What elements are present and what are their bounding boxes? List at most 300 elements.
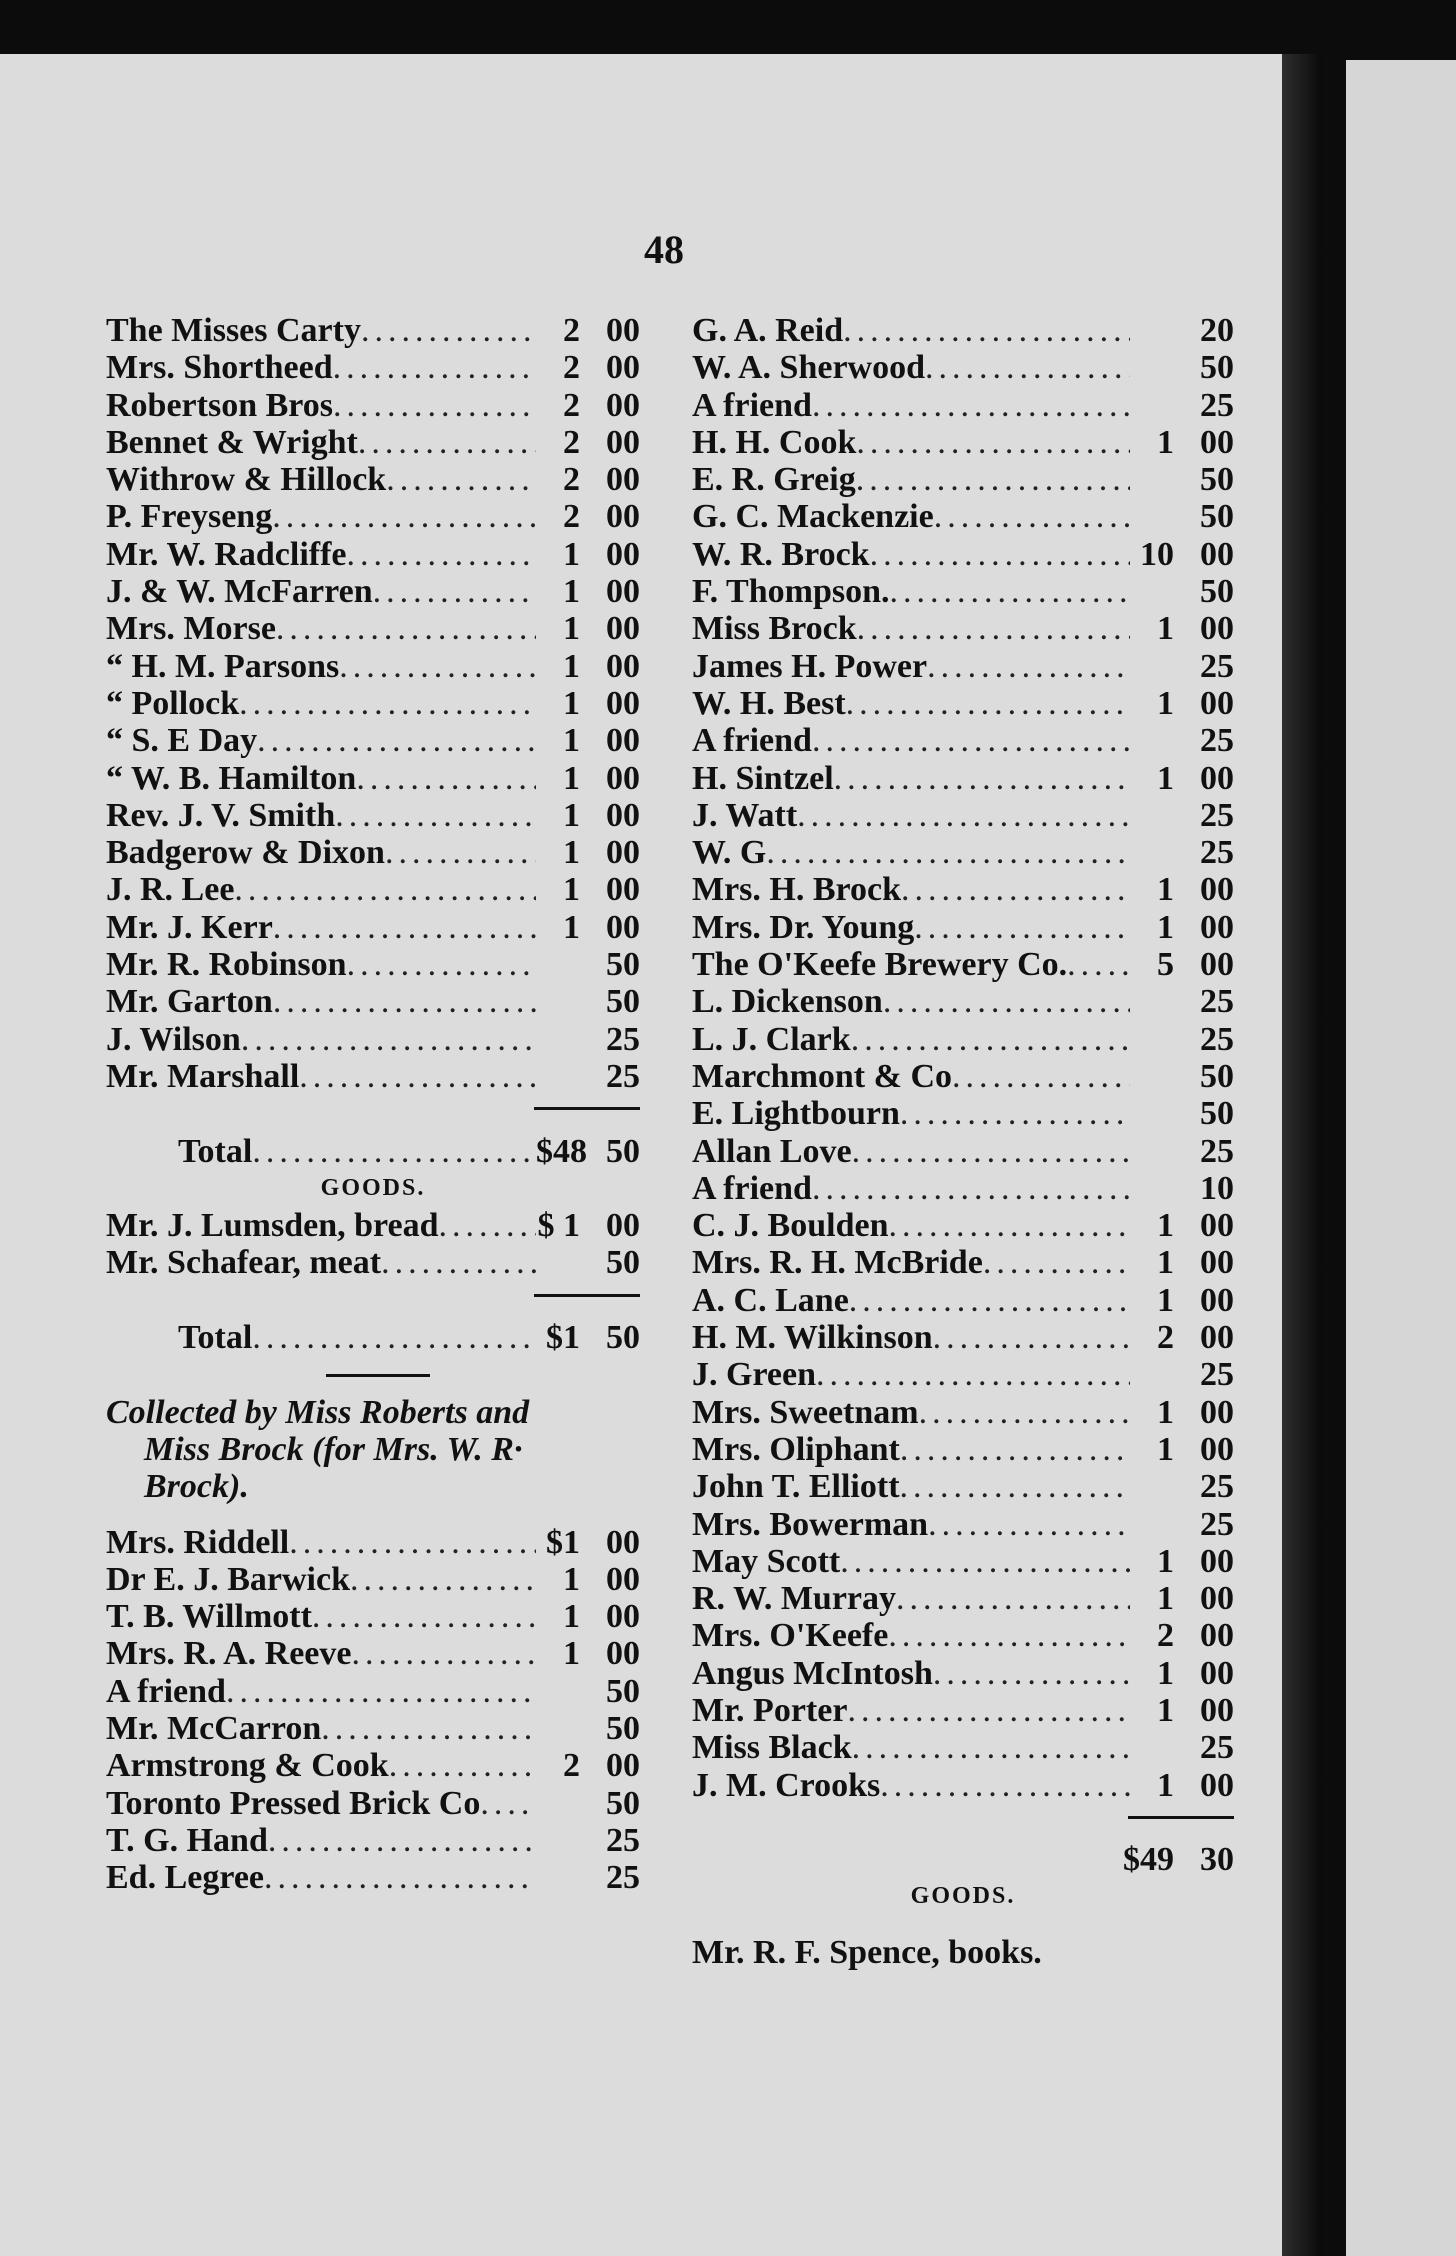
amount-dollars: 2 [563,349,580,387]
amount-dollars: 1 [1157,1281,1174,1319]
amount-dollars: 1 [563,759,580,797]
donor-row [106,1673,640,1710]
amount-cents: 00 [606,423,640,461]
amount-cents: 25 [1200,722,1234,760]
leader-dots [889,1207,1131,1244]
donor-name: P. Freyseng [106,498,273,536]
amount-cents: 00 [606,796,640,834]
right-column [692,312,1234,1971]
amount-cents: 25 [1200,983,1234,1021]
goods-list [106,1207,640,1282]
amount-cents: 00 [1200,871,1234,909]
amount-dollars: 2 [563,423,580,461]
total-row-3 [692,1841,1234,1878]
leader-dots [766,834,1130,871]
amount-cents: 00 [1200,946,1234,984]
donor-row [106,387,640,424]
donor-name: The O'Keefe Brewery Co. [692,946,1068,984]
donor-name: “ H. M. Parsons [106,647,340,685]
donor-name: L. J. Clark [692,1020,851,1058]
leader-dots [925,349,1130,386]
total-row-2 [106,1319,640,1356]
leader-dots [857,610,1130,647]
goods-heading: GOODS. [910,1883,1016,1910]
donor-row [106,1710,640,1747]
amount-cents: 50 [606,1132,640,1170]
donor-name: R. W. Murray [692,1580,896,1618]
leader-dots [933,1655,1130,1692]
amount-dollars: 2 [1157,1617,1174,1655]
donor-row [692,312,1234,349]
donor-name: A friend [106,1672,226,1710]
donor-name: Marchmont & Co [692,1057,952,1095]
leader-dots [952,1058,1130,1095]
leader-dots [264,1859,536,1896]
donor-list-3 [692,312,1234,1804]
donor-name: Mr. Marshall [106,1057,300,1095]
donor-row [692,1655,1234,1692]
amount-dollars: 1 [1157,1654,1174,1692]
amount-cents: 00 [606,871,640,909]
amount-cents: 25 [606,1859,640,1897]
amount-dollars: 1 [1157,610,1174,648]
leader-dots [241,1021,536,1058]
leader-dots [870,536,1130,573]
donor-name: Withrow & Hillock [106,461,387,499]
donor-row [692,1506,1234,1543]
donor-name: Ed. Legree [106,1859,265,1897]
donor-row [692,1394,1234,1431]
leader-dots [797,797,1130,834]
amount-dollars: 1 [563,796,580,834]
donor-name: Mrs. R. A. Reeve [106,1635,352,1673]
amount-dollars: 2 [563,1747,580,1785]
donor-name: Toronto Pressed Brick Co [106,1784,481,1822]
amount-dollars: 1 [1157,1244,1174,1282]
amount-dollars: 1 [563,684,580,722]
amount-cents: 25 [1200,1505,1234,1543]
leader-dots [389,1747,536,1784]
donor-row [106,1561,640,1598]
leader-dots [849,1282,1130,1319]
donor-row [106,834,640,871]
leader-dots [321,1710,536,1747]
donor-row [106,573,640,610]
leader-dots [1067,946,1130,983]
leader-dots [856,461,1130,498]
total-rule [106,1282,640,1319]
donor-name: Miss Brock [692,610,857,648]
leader-dots [234,871,536,908]
donor-name: Mrs. Sweetnam [692,1393,919,1431]
amount-cents: 00 [1200,1319,1234,1357]
donor-name: “ S. E Day [106,722,258,760]
leader-dots [846,685,1130,722]
collected-line-2: Miss Brock (for Mrs. W. R· [144,1430,523,1468]
donor-name: Robertson Bros [106,386,333,424]
donor-name: A friend [692,386,812,424]
donor-list-2 [106,1524,640,1897]
donor-row [106,610,640,647]
donor-row [692,610,1234,647]
leader-dots [840,1543,1130,1580]
leader-dots [333,387,536,424]
donor-row [692,1021,1234,1058]
facing-page-edge [1346,60,1456,2256]
leader-dots [890,573,1131,610]
goods-heading: GOODS. [320,1174,426,1201]
donor-row [692,1282,1234,1319]
leader-dots [439,1207,537,1244]
donor-row [692,1095,1234,1132]
amount-cents: 00 [1200,1430,1234,1468]
amount-dollars: 1 [563,535,580,573]
leader-dots [480,1785,536,1822]
donor-row [692,1767,1234,1804]
donor-row [692,1431,1234,1468]
amount-cents: 00 [1200,1654,1234,1692]
amount-cents: 50 [606,983,640,1021]
donor-row [692,1058,1234,1095]
amount-dollars: $1 [546,1523,580,1561]
amount-cents: 00 [606,1523,640,1561]
donor-row [106,536,640,573]
amount-cents: 00 [1200,535,1234,573]
amount-dollars: 10 [1140,535,1174,573]
donor-name: Angus McIntosh [692,1654,933,1692]
donor-name: J. Wilson [106,1020,241,1058]
amount-cents: 50 [1200,461,1234,499]
amount-cents: 00 [1200,908,1234,946]
leader-dots [852,1133,1130,1170]
leader-dots [812,722,1130,759]
leader-dots [856,424,1130,461]
donor-name: Rev. J. V. Smith [106,796,336,834]
donor-name: E. Lightbourn [692,1095,900,1133]
donor-row [106,797,640,834]
leader-dots [273,983,536,1020]
amount-dollars: 1 [563,1598,580,1636]
donor-row [106,983,640,1020]
donor-name: T. G. Hand [106,1821,268,1859]
amount-cents: 25 [606,1057,640,1095]
leader-dots [347,536,536,573]
amount-dollars: 2 [563,461,580,499]
amount-cents: 20 [1200,312,1234,349]
amount-cents: 25 [606,1821,640,1859]
page-number: 48 [644,227,684,272]
amount-dollars: 2 [563,386,580,424]
donor-row [106,1244,640,1281]
donor-name: Mr. Schafear, meat [106,1244,382,1282]
amount-cents: 00 [606,386,640,424]
amount-cents: 00 [606,349,640,387]
total-label: Total [178,1319,253,1357]
leader-dots [312,1598,536,1635]
amount-dollars: 1 [563,722,580,760]
leader-dots [896,1580,1130,1617]
donor-row [692,1692,1234,1729]
leader-dots [914,909,1130,946]
amount-cents: 25 [1200,1729,1234,1767]
amount-dollars: 1 [563,1560,580,1598]
leader-dots [901,871,1130,908]
amount-cents: 50 [1200,573,1234,611]
amount-dollars: $ 1 [537,1207,580,1245]
donor-name: G. A. Reid [692,312,844,349]
amount-cents: 00 [1200,1207,1234,1245]
amount-cents: 00 [1200,684,1234,722]
amount-cents: 00 [606,312,640,349]
total-rule [692,1804,1234,1841]
donor-row [106,498,640,535]
donor-name: A. C. Lane [692,1281,849,1319]
leader-dots [361,312,536,349]
donor-row [692,1133,1234,1170]
amount-cents: 00 [606,1207,640,1245]
leader-dots [339,648,536,685]
amount-dollars: 1 [1157,423,1174,461]
donor-row [692,760,1234,797]
amount-dollars: 2 [563,498,580,536]
amount-cents: 25 [1200,1468,1234,1506]
donor-row [692,834,1234,871]
amount-cents: 00 [1200,1244,1234,1282]
leader-dots [834,760,1130,797]
leader-dots [335,797,536,834]
amount-cents: 00 [606,1560,640,1598]
amount-dollars: 2 [563,312,580,349]
amount-cents: 25 [1200,386,1234,424]
amount-cents: 00 [1200,1766,1234,1804]
donor-name: Mrs. Dr. Young [692,908,915,946]
leader-dots [852,1729,1130,1766]
donor-row [692,536,1234,573]
total-label: Total [178,1132,253,1170]
donor-row [106,648,640,685]
donor-row [692,871,1234,908]
amount-cents: 00 [1200,423,1234,461]
amount-cents: 00 [1200,1393,1234,1431]
amount-cents: 00 [606,1747,640,1785]
donor-name: J. & W. McFarren [106,573,373,611]
amount-dollars: 1 [1157,1393,1174,1431]
amount-dollars: 1 [1157,1766,1174,1804]
collected-line-1: Collected by Miss Roberts and [106,1393,530,1431]
amount-cents: 00 [606,1598,640,1636]
amount-dollars: 1 [563,573,580,611]
leader-dots [289,1524,536,1561]
leader-dots [276,610,536,647]
leader-dots [273,909,536,946]
donor-name: J. R. Lee [106,871,235,909]
leader-dots [928,1506,1130,1543]
donor-name: G. C. Mackenzie [692,498,934,536]
donor-name: F. Thompson. [692,573,890,611]
leader-dots [257,722,536,759]
amount-cents: 25 [1200,796,1234,834]
amount-cents: 50 [606,1709,640,1747]
amount-cents: 30 [1200,1841,1234,1879]
donor-row [692,1468,1234,1505]
amount-cents: 10 [1200,1169,1234,1207]
donor-name: H. M. Wilkinson [692,1319,933,1357]
donor-row [106,685,640,722]
donor-name: Mrs. Bowerman [692,1505,929,1543]
leader-dots [888,1617,1130,1654]
donor-name: Armstrong & Cook [106,1747,389,1785]
donor-name: Mrs. Oliphant [692,1430,900,1468]
amount-cents: 50 [606,1319,640,1357]
donor-name: Mr. W. Radcliffe [106,535,347,573]
donor-row [106,946,640,983]
donor-row [692,498,1234,535]
donor-name: Allan Love [692,1132,852,1170]
donor-row [692,1617,1234,1654]
donor-name: “ Pollock [106,684,240,722]
donor-name: Miss Black [692,1729,852,1767]
amount-dollars: 1 [1157,1430,1174,1468]
leader-dots [333,349,536,386]
amount-cents: 50 [606,1672,640,1710]
donor-name: W. H. Best [692,684,846,722]
amount-cents: 25 [1200,834,1234,872]
amount-dollars: $1 [546,1319,580,1357]
leader-dots [933,1319,1130,1356]
leader-dots [381,1244,536,1281]
donor-name: Bennet & Wright [106,423,358,461]
amount-cents: 00 [606,647,640,685]
leader-dots [351,1635,536,1672]
amount-dollars: 1 [1157,871,1174,909]
amount-cents: 00 [606,722,640,760]
collected-line-3: Brock). [144,1468,249,1506]
donor-name: May Scott [692,1542,841,1580]
leader-dots [934,498,1130,535]
donor-name: Mr. R. Robinson [106,946,347,984]
leader-dots [239,685,536,722]
amount-cents: 00 [606,834,640,872]
donor-row [692,946,1234,983]
amount-cents: 00 [606,573,640,611]
donor-row [692,1319,1234,1356]
donor-name: E. R. Greig [692,461,856,499]
amount-dollars: 1 [563,1635,580,1673]
donor-name: Mr. McCarron [106,1709,322,1747]
donor-row [692,722,1234,759]
donor-name: “ W. B. Hamilton [106,759,357,797]
amount-cents: 50 [1200,1057,1234,1095]
donor-name: Mrs. Shortheed [106,349,333,387]
leader-dots [385,834,536,871]
donor-row [106,1524,640,1561]
leader-dots [880,1767,1130,1804]
donor-row [692,1244,1234,1281]
amount-dollars: $48 [536,1132,587,1170]
amount-dollars: 1 [563,834,580,872]
amount-cents: 25 [1200,1020,1234,1058]
leader-dots [900,1095,1130,1132]
amount-cents: 00 [1200,1542,1234,1580]
donor-row [106,760,640,797]
leader-dots [883,983,1130,1020]
donor-name: W. R. Brock [692,535,870,573]
donor-row [106,1598,640,1635]
donor-name: Mrs. Riddell [106,1523,290,1561]
amount-cents: 00 [606,461,640,499]
donor-row [692,349,1234,386]
collected-heading [106,1394,640,1506]
amount-dollars: $49 [1123,1841,1174,1879]
donor-row [106,424,640,461]
leader-dots [226,1673,536,1710]
amount-cents: 50 [1200,349,1234,387]
leader-dots [356,760,536,797]
donor-name: Mr. J. Lumsden, bread [106,1207,439,1245]
leader-dots [358,424,536,461]
donor-name: H. Sintzel [692,759,834,797]
total-rule [106,1095,640,1132]
amount-cents: 00 [606,1635,640,1673]
donor-name: J. M. Crooks [692,1766,881,1804]
donor-row [692,1207,1234,1244]
amount-dollars: 2 [1157,1319,1174,1357]
donor-name: James H. Power [692,647,928,685]
amount-cents: 00 [1200,759,1234,797]
donor-row [106,1207,640,1244]
donor-name: J. Watt [692,796,798,834]
donor-row [692,797,1234,834]
donor-name: Mrs. Morse [106,610,276,648]
donor-row [692,1580,1234,1617]
donor-name: Mr. Garton [106,983,273,1021]
leader-dots [900,1468,1130,1505]
goods-line [692,1934,1234,1971]
amount-cents: 00 [606,759,640,797]
amount-cents: 00 [1200,1617,1234,1655]
donor-row [106,722,640,759]
donor-name: L. Dickenson [692,983,883,1021]
donor-name: Mrs. O'Keefe [692,1617,889,1655]
donor-name: Mr. J. Kerr [106,908,273,946]
donor-name: Mrs. H. Brock [692,871,902,909]
amount-cents: 25 [606,1020,640,1058]
donor-name: John T. Elliott [692,1468,900,1506]
donor-name: Mr. Porter [692,1691,848,1729]
amount-cents: 25 [1200,1132,1234,1170]
leader-dots [386,461,536,498]
donor-row [106,312,640,349]
donor-row [692,387,1234,424]
amount-cents: 25 [1200,647,1234,685]
donor-row [106,349,640,386]
leader-dots [252,1133,536,1170]
donor-name: A friend [692,1169,812,1207]
amount-dollars: 1 [1157,1207,1174,1245]
amount-dollars: 1 [563,871,580,909]
amount-cents: 00 [606,908,640,946]
leader-dots [812,387,1130,424]
leader-dots [900,1431,1130,1468]
amount-cents: 50 [606,1244,640,1282]
leader-dots [347,946,536,983]
donor-row [106,1058,640,1095]
amount-cents: 50 [606,1784,640,1822]
amount-cents: 00 [606,535,640,573]
donor-name: The Misses Carty [106,312,361,349]
section-divider [106,1356,640,1393]
leader-dots [252,1319,536,1356]
